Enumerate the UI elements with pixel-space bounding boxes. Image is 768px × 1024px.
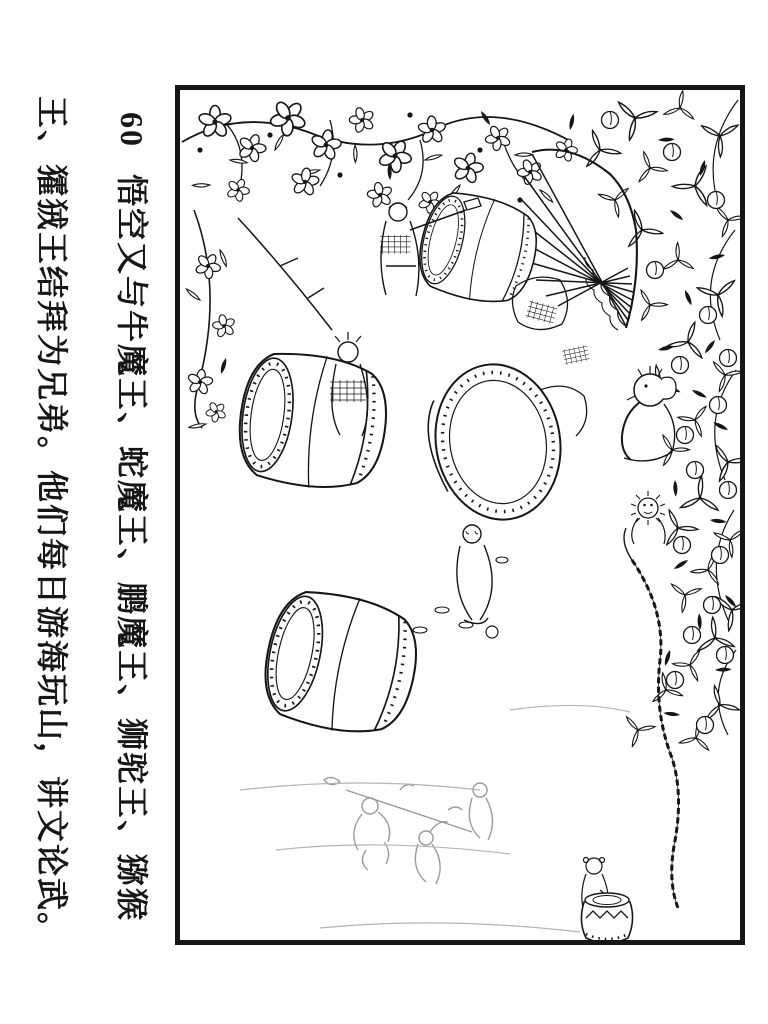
wine-barrel-lower [255,582,428,745]
illustration [180,90,740,940]
caption [12,96,172,976]
caption-text-1: 悟空又与牛魔王、蛇魔王、鹏魔王、狮驼王、猕猴 [114,174,150,923]
wine-barrel-left [232,346,394,497]
ground-lines [240,705,630,932]
caption-text-2: 王、㺢狨王结拜为兄弟。他们每日游海玩山，讲文论武。 [34,96,70,947]
monkey-king-face [631,491,665,544]
caption-line-2 [12,96,92,976]
peach-foliage-right [572,90,740,757]
caption-line-1 [92,96,172,976]
page-number: 60 [114,112,150,148]
blossom-branch-left [185,210,240,432]
tasseled-rope [624,528,679,908]
bare-branch [238,218,332,330]
monkey-servants-sketch [324,777,493,884]
illustration-frame [175,85,745,945]
drum-face [418,354,573,530]
wine-jar-small [581,893,632,940]
